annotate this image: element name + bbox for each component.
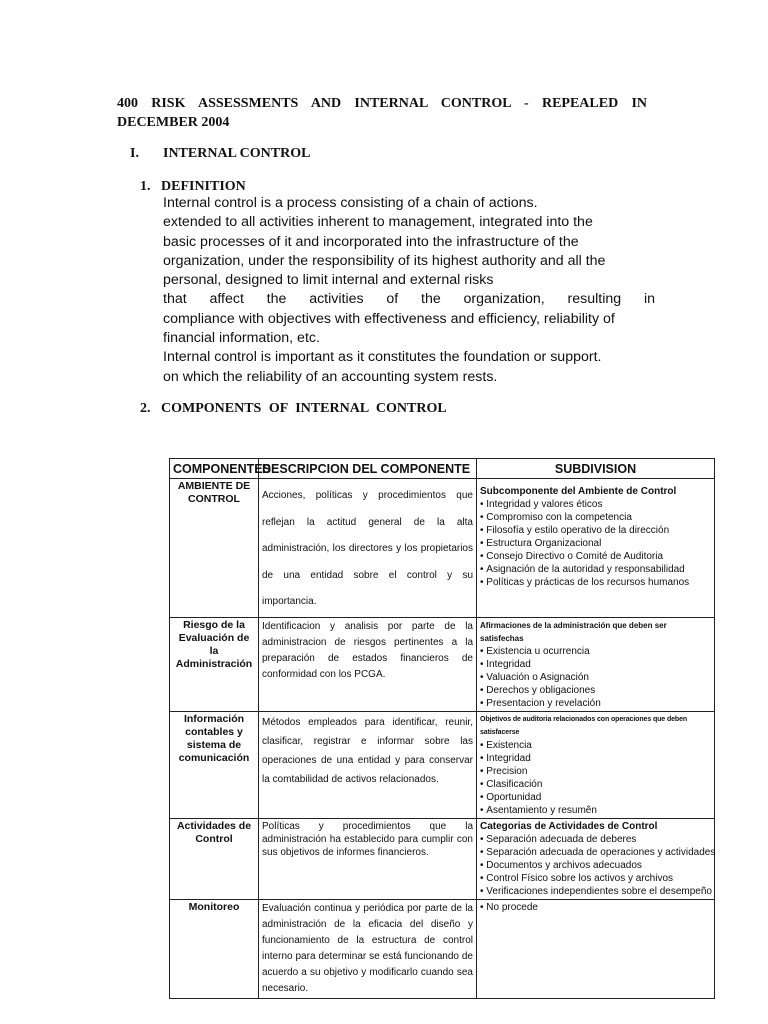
subdivision-item: • Asentamiento y resumên bbox=[480, 804, 711, 817]
subdivision-item: • Políticas y prácticas de los recursos humanos bbox=[480, 576, 711, 589]
component-name: Información contables y sistema de comunicación bbox=[170, 711, 259, 818]
subdivision-item: • Asignación de la autoridad y responsabilidad bbox=[480, 563, 711, 576]
component-description: Acciones, políticas y procedimientos que reflejan la actitud general de la alta administración, los directores y los propietarios de una entidad sobre el control y su importancia. bbox=[259, 479, 477, 618]
header-componentes: COMPONENTES bbox=[170, 459, 259, 479]
subdivision-item: • Existencia bbox=[480, 739, 711, 752]
subdivision-item: • Estructura Organizacional bbox=[480, 537, 711, 550]
component-subdivision bbox=[477, 617, 715, 711]
components-table bbox=[169, 458, 715, 999]
subdivision-item: • Valuación o Asignación bbox=[480, 671, 711, 684]
subdivision-item: • Integridad y valores éticos bbox=[480, 498, 711, 511]
section-number: I. bbox=[130, 146, 139, 161]
subdivision-heading: Subcomponente del Ambiente de Control bbox=[480, 486, 677, 497]
components-heading bbox=[140, 401, 447, 417]
definition-line: that affect the activities of the organization, resulting in bbox=[163, 291, 655, 308]
components-title: COMPONENTS OF INTERNAL CONTROL bbox=[161, 401, 447, 416]
section-heading bbox=[130, 146, 310, 162]
subdivision-heading: Afirmaciones de la administración que deben ser satisfechas bbox=[480, 620, 667, 643]
component-name: Riesgo de la Evaluación de la Administración bbox=[170, 617, 259, 711]
subdivision-item: • Compromiso con la competencia bbox=[480, 511, 711, 524]
subdivision-item: • Existencia u ocurrencia bbox=[480, 645, 711, 658]
table-header-row bbox=[170, 459, 715, 479]
header-subdivision: SUBDIVISION bbox=[477, 459, 715, 479]
subdivision-item: • Documentos y archivos adecuados bbox=[480, 859, 711, 872]
component-subdivision bbox=[477, 899, 715, 998]
subdivision-item: • Consejo Directivo o Comité de Auditoria bbox=[480, 550, 711, 563]
subdivision-item: • Verificaciones independientes sobre el desempeño bbox=[480, 885, 711, 898]
definition-line: on which the reliability of an accounting system rests. bbox=[163, 368, 498, 385]
subdivision-item: • No procede bbox=[480, 901, 711, 914]
subdivision-item: • Filosofía y estilo operativo de la dirección bbox=[480, 524, 711, 537]
component-name: Actividades de Control bbox=[170, 818, 259, 899]
subdivision-item: • Separación adecuada de operaciones y actividades bbox=[480, 846, 711, 859]
subdivision-item: • Integridad bbox=[480, 752, 711, 765]
table-row bbox=[170, 479, 715, 618]
definition-line: personal, designed to limit internal and external risks bbox=[163, 272, 494, 289]
component-description: Evaluación continua y periódica por parte de la administración de la eficacia del diseño y funcionamiento de la estructura de control interno para determinar se está funcionando de acuerdo a su objetivo y modificarlo cuando sea necesario. bbox=[259, 899, 477, 998]
table-row bbox=[170, 711, 715, 818]
component-subdivision bbox=[477, 818, 715, 899]
component-name: Monitoreo bbox=[170, 899, 259, 998]
definition-line: basic processes of it and incorporated into the infrastructure of the bbox=[163, 233, 579, 250]
definition-line: Internal control is a process consisting of a chain of actions. bbox=[163, 195, 538, 211]
definition-paragraph bbox=[163, 194, 655, 387]
definition-line: Internal control is important as it constitutes the foundation or support. bbox=[163, 349, 602, 366]
component-description: Métodos empleados para identificar, reunir, clasificar, registrar e informar sobre las operaciones de una entidad y para conservar la comtabilidad de activos relacionados. bbox=[259, 711, 477, 818]
subdivision-item: • Precision bbox=[480, 765, 711, 778]
table-row bbox=[170, 818, 715, 899]
header-descripcion: DESCRIPCION DEL COMPONENTE bbox=[259, 459, 477, 479]
definition-heading bbox=[140, 179, 246, 195]
definition-line: organization, under the responsibility of its highest authority and all the bbox=[163, 252, 606, 269]
table-row bbox=[170, 899, 715, 998]
component-description: Identificacion y analisis por parte de la administracion de riesgos pertinentes a la preparación de estados financieros de conformidad con los PCGA. bbox=[259, 617, 477, 711]
component-subdivision bbox=[477, 711, 715, 818]
subdivision-item: • Separación adecuada de deberes bbox=[480, 833, 711, 846]
components-number: 2. bbox=[140, 401, 151, 416]
subdivision-heading: Categorias de Actividades de Control bbox=[480, 820, 658, 832]
component-subdivision bbox=[477, 479, 715, 618]
definition-line: financial information, etc. bbox=[163, 330, 320, 347]
section-title: INTERNAL CONTROL bbox=[163, 146, 311, 161]
component-name: AMBIENTE DE CONTROL bbox=[170, 479, 259, 618]
subdivision-item: • Integridad bbox=[480, 658, 711, 671]
subdivision-item: • Control Físico sobre los activos y archivos bbox=[480, 872, 711, 885]
subdivision-item: • Derechos y obligaciones bbox=[480, 684, 711, 697]
document-title: 400 RISK ASSESSMENTS AND INTERNAL CONTROL - REPEALED IN DECEMBER 2004 bbox=[117, 96, 647, 130]
definition-line: extended to all activities inherent to management, integrated into the bbox=[163, 214, 593, 231]
subdivision-item: • Oportunidad bbox=[480, 791, 711, 804]
component-description: Políticas y procedimientos que la administración ha establecido para cumplir con sus objetivos de informes financieros. bbox=[259, 818, 477, 899]
definition-number: 1. bbox=[140, 179, 151, 194]
definition-line: compliance with objectives with effectiveness and efficiency, reliability of bbox=[163, 310, 615, 327]
definition-title: DEFINITION bbox=[161, 179, 246, 194]
subdivision-heading: Objetivos de auditoria relacionados con operaciones que deben satisfacerse bbox=[480, 715, 688, 736]
table-row bbox=[170, 617, 715, 711]
subdivision-item: • Clasificación bbox=[480, 778, 711, 791]
subdivision-item: • Presentacion y revelación bbox=[480, 697, 711, 710]
